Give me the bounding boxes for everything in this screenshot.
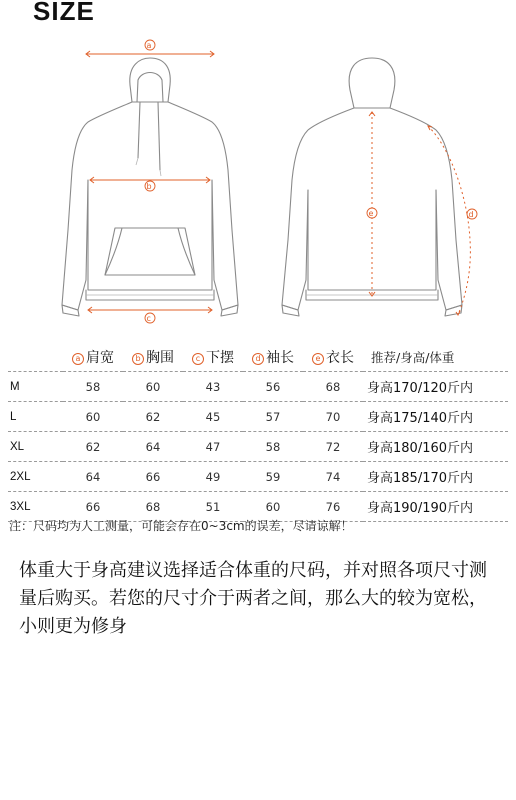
size-advice: 体重大于身高建议选择适合体重的尺码，并对照各项尺寸测量后购买。若您的尺寸介于两者之间，那么大的较为宽松，小则更为修身 [19, 560, 487, 637]
value-recommend: 身高190/190斤内 [363, 492, 508, 522]
table-row [8, 402, 508, 432]
header-label: 衣长 [326, 350, 354, 366]
value-length: 74 [303, 462, 363, 492]
value-length: 72 [303, 432, 363, 462]
value-recommend: 身高175/140斤内 [363, 402, 508, 432]
table-row [8, 462, 508, 492]
value-recommend: 身高180/160斤内 [363, 432, 508, 462]
header-hem [183, 343, 243, 372]
value-chest: 66 [123, 462, 183, 492]
value-sleeve: 60 [243, 492, 303, 522]
table-row [8, 372, 508, 402]
value-hem: 45 [183, 402, 243, 432]
value-recommend: 身高185/170斤内 [363, 462, 508, 492]
marker-a-label: a [146, 41, 152, 50]
table-row [8, 432, 508, 462]
header-label: 袖长 [266, 350, 294, 366]
marker-c-label: c [146, 314, 151, 323]
value-length: 70 [303, 402, 363, 432]
size-label: 2XL [8, 462, 63, 492]
marker-e-badge: e [312, 353, 324, 365]
value-length: 68 [303, 372, 363, 402]
value-sleeve: 57 [243, 402, 303, 432]
size-label: XL [8, 432, 63, 462]
marker-e-label: e [368, 209, 374, 218]
value-hem: 49 [183, 462, 243, 492]
header-shoulder [63, 343, 123, 372]
measurement-note: 注：尺码均为人工测量，可能会存在0~3cm的误差，尽请谅解！ [9, 519, 353, 533]
value-recommend: 身高170/120斤内 [363, 372, 508, 402]
value-hem: 47 [183, 432, 243, 462]
page-title: SIZE [33, 0, 95, 26]
value-shoulder: 66 [63, 492, 123, 522]
size-label: L [8, 402, 63, 432]
size-label: M [8, 372, 63, 402]
measure-a-shoulder [86, 40, 214, 57]
size-label: 3XL [8, 492, 63, 522]
measure-d-sleeve [428, 126, 477, 315]
size-table [8, 343, 508, 522]
value-hem: 51 [183, 492, 243, 522]
header-chest [123, 343, 183, 372]
size-table-header [8, 343, 508, 372]
value-shoulder: 58 [63, 372, 123, 402]
header-length [303, 343, 363, 372]
marker-c-badge: c [192, 353, 204, 365]
header-recommend: 推荐/身高/体重 [363, 343, 508, 372]
header-size-corner [8, 343, 63, 372]
value-sleeve: 59 [243, 462, 303, 492]
value-length: 76 [303, 492, 363, 522]
value-chest: 68 [123, 492, 183, 522]
header-label: 肩宽 [86, 350, 114, 366]
marker-b-label: b [146, 182, 152, 191]
value-chest: 64 [123, 432, 183, 462]
value-chest: 62 [123, 402, 183, 432]
hoodie-size-diagram [0, 30, 516, 340]
marker-d-label: d [468, 210, 474, 219]
value-sleeve: 56 [243, 372, 303, 402]
value-sleeve: 58 [243, 432, 303, 462]
marker-a-badge: a [72, 353, 84, 365]
measure-c-hem [88, 307, 212, 323]
measure-e-length [367, 112, 377, 296]
value-shoulder: 60 [63, 402, 123, 432]
value-hem: 43 [183, 372, 243, 402]
value-shoulder: 64 [63, 462, 123, 492]
marker-d-badge: d [252, 353, 264, 365]
header-label: 下摆 [206, 350, 234, 366]
marker-b-badge: b [132, 353, 144, 365]
value-shoulder: 62 [63, 432, 123, 462]
header-label: 胸围 [146, 350, 174, 366]
measure-b-chest [90, 177, 210, 191]
header-sleeve [243, 343, 303, 372]
value-chest: 60 [123, 372, 183, 402]
